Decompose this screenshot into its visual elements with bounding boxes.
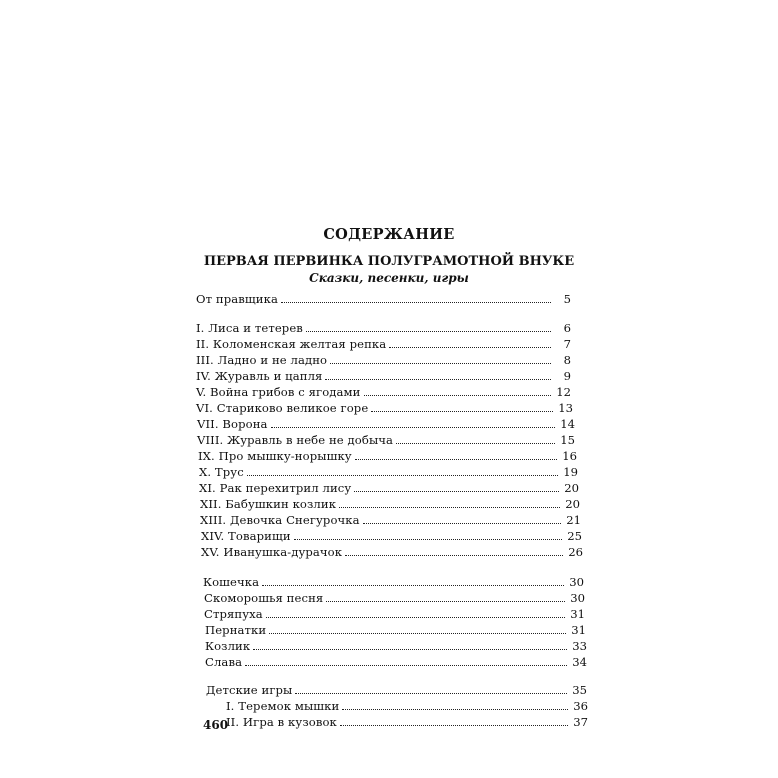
toc-entry-title: VIII. Журавль в небе не добыча (197, 433, 394, 447)
toc-leader (325, 379, 551, 380)
toc-leader (330, 363, 551, 364)
toc-entry (205, 622, 586, 637)
toc-entry-page: 5 (563, 292, 571, 306)
toc-leader (262, 585, 564, 586)
toc-entry (203, 574, 584, 589)
toc-entry (201, 528, 582, 543)
page-number: 460 (203, 718, 229, 732)
toc-entry-page: 20 (564, 481, 579, 495)
toc-entry (197, 432, 575, 447)
toc-entry-page: 35 (572, 683, 587, 697)
toc-entry-page: 14 (560, 417, 575, 431)
toc-entry-page: 15 (560, 433, 575, 447)
toc-entry-title: Кошечка (203, 575, 260, 589)
toc-entry-title: VI. Стариково великое горе (196, 401, 369, 415)
toc-entry-title: Слава (205, 655, 243, 669)
toc-entry-page: 7 (563, 337, 571, 351)
toc-entry (205, 654, 587, 669)
toc-entry (204, 606, 585, 621)
toc-leader (245, 665, 567, 666)
toc-entry-page: 8 (563, 353, 571, 367)
toc-entry-title: XI. Рак перехитрил лису (199, 481, 352, 495)
toc-leader (294, 539, 562, 540)
toc-entry (196, 352, 571, 367)
toc-entry-title: V. Война грибов с ягодами (196, 385, 361, 399)
toc-entry-title: I. Теремок мышки (226, 699, 340, 713)
toc-entry (226, 698, 588, 713)
toc-entry-page: 6 (563, 321, 571, 335)
section-title: ПЕРВАЯ ПЕРВИНКА ПОЛУГРАМОТНОЙ ВНУКЕ (203, 254, 575, 269)
toc-entry-page: 12 (556, 385, 571, 399)
toc-entry (196, 291, 571, 306)
toc-entry-title: Скоморошья песня (204, 591, 324, 605)
toc-entry-title: III. Ладно и не ладно (196, 353, 328, 367)
toc-entry-page: 16 (562, 449, 577, 463)
contents-title: СОДЕРЖАНИЕ (323, 226, 455, 243)
toc-entry (196, 400, 573, 415)
toc-leader (342, 709, 568, 710)
toc-entry-page: 19 (563, 465, 578, 479)
toc-leader (364, 395, 551, 396)
toc-leader (371, 411, 553, 412)
toc-leader (340, 725, 568, 726)
toc-entry-title: XIII. Девочка Снегурочка (200, 513, 360, 527)
toc-leader (253, 649, 567, 650)
toc-leader (396, 443, 555, 444)
toc-entry (199, 464, 578, 479)
toc-entry-title: XV. Иванушка-дурачок (201, 545, 343, 559)
toc-entry-title: II. Игра в кузовок (226, 715, 337, 729)
toc-entry (196, 336, 571, 351)
toc-leader (306, 331, 551, 332)
toc-leader (355, 459, 557, 460)
toc-leader (363, 523, 561, 524)
toc-entry-title: Стряпуха (204, 607, 263, 621)
toc-entry-title: IV. Журавль и цапля (196, 369, 323, 383)
toc-entry-title: От правщика (196, 292, 278, 306)
toc-leader (269, 633, 566, 634)
toc-leader (295, 693, 567, 694)
toc-leader (389, 347, 551, 348)
toc-entry-page: 21 (566, 513, 581, 527)
toc-leader (326, 601, 565, 602)
toc-entry-page: 13 (558, 401, 573, 415)
toc-entry-title: Козлик (205, 639, 251, 653)
toc-entry-page: 33 (572, 639, 587, 653)
toc-entry-title: I. Лиса и тетерев (196, 321, 303, 335)
toc-entry (196, 368, 571, 383)
toc-leader (247, 475, 558, 476)
toc-entry-title: Детские игры (206, 683, 293, 697)
toc-entry (197, 416, 575, 431)
toc-entry-page: 31 (570, 607, 585, 621)
toc-entry-page: 31 (571, 623, 586, 637)
toc-entry (196, 384, 571, 399)
toc-entry (226, 714, 588, 729)
toc-entry (206, 682, 587, 697)
toc-entry-page: 36 (573, 699, 588, 713)
toc-entry-page: 30 (570, 591, 585, 605)
toc-entry (205, 638, 587, 653)
toc-entry-title: Пернатки (205, 623, 267, 637)
toc-leader (266, 617, 565, 618)
toc-entry-page: 20 (565, 497, 580, 511)
toc-entry (200, 512, 581, 527)
toc-entry-title: II. Коломенская желтая репка (196, 337, 387, 351)
toc-entry-title: XII. Бабушкин козлик (200, 497, 337, 511)
toc-leader (281, 302, 551, 303)
toc-entry-title: XIV. Товарищи (201, 529, 291, 543)
toc-leader (339, 507, 560, 508)
toc-entry-title: VII. Ворона (197, 417, 268, 431)
toc-entry-page: 34 (572, 655, 587, 669)
toc-entry (201, 544, 583, 559)
toc-entry-page: 37 (573, 715, 588, 729)
toc-entry-page: 30 (569, 575, 584, 589)
toc-entry-page: 25 (567, 529, 582, 543)
toc-leader (345, 555, 563, 556)
toc-entry-title: X. Трус (199, 465, 244, 479)
toc-entry-title: IX. Про мышку-норышку (198, 449, 352, 463)
toc-leader (354, 491, 559, 492)
toc-entry (196, 320, 571, 335)
toc-entry (198, 448, 577, 463)
toc-entry (199, 480, 579, 495)
section-subtitle: Сказки, песенки, игры (309, 271, 469, 285)
toc-leader (271, 427, 555, 428)
toc-entry (200, 496, 580, 511)
toc-entry (204, 590, 585, 605)
toc-entry-page: 26 (568, 545, 583, 559)
toc-entry-page: 9 (563, 369, 571, 383)
